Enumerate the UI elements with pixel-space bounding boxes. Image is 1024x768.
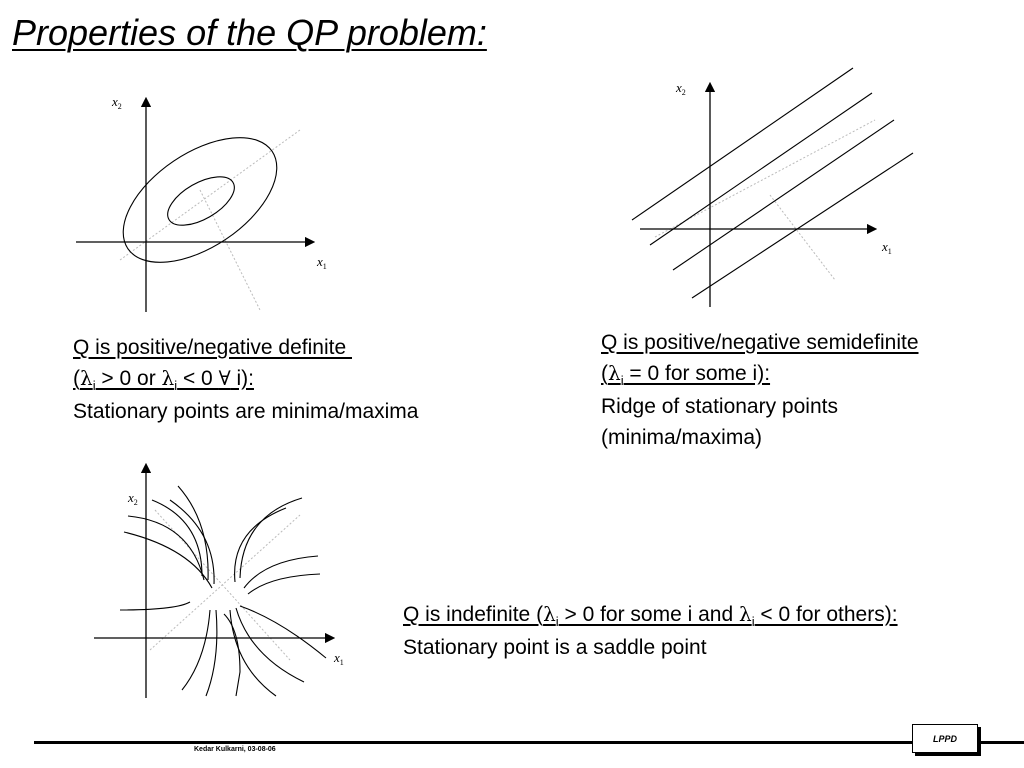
elliptic-contours-icon — [60, 90, 340, 320]
hyperbola-branch — [128, 516, 204, 580]
footer-author-date: Kedar Kulkarni, 03-08-06 — [194, 746, 276, 753]
hyperbola-branch — [240, 606, 326, 658]
hyperbola-branch — [224, 614, 240, 696]
definite-statement: Stationary points are minima/maxima — [73, 400, 419, 423]
hyperbola-branch — [244, 556, 318, 588]
hyperbola-branch — [235, 508, 286, 582]
indefinite-heading: Q is indefinite ($\lambda_i > 0$ for some i and $\lambda_i < 0$ for others): — [403, 602, 898, 629]
contour-line-4 — [692, 153, 913, 298]
parallel-contours-icon — [620, 65, 920, 315]
semidefinite-statement-1: Ridge of stationary points — [601, 395, 838, 418]
contour-line-1 — [632, 68, 853, 220]
hyperbola-branch — [230, 610, 276, 696]
dashed-minor-axis — [200, 190, 260, 310]
contour-line-3 — [673, 120, 894, 270]
definite-heading: Q is positive/negative definite — [73, 336, 352, 359]
hyperbola-branch — [124, 532, 212, 588]
hyperbola-branch — [248, 574, 320, 594]
hyperbola-branch — [120, 602, 190, 610]
dashed-principal-axis — [120, 130, 300, 260]
definite-condition: ($\lambda_i > 0$ or $\lambda_i < 0$ ∀ i): — [73, 366, 254, 393]
definite-contour-diagram — [60, 90, 340, 320]
hyperbola-branch — [182, 610, 210, 690]
outer-ellipse — [102, 112, 299, 287]
indefinite-statement: Stationary point is a saddle point — [403, 636, 707, 659]
dashed-asymptote-2 — [150, 515, 300, 650]
y-axis-label: $x_2$ — [676, 80, 686, 97]
dashed-normal-line — [770, 195, 835, 280]
semidefinite-statement-2: (minima/maxima) — [601, 426, 763, 449]
slide-title: Properties of the QP problem: — [12, 12, 487, 53]
x-axis-label: $x_1$ — [334, 650, 344, 667]
lppd-badge: LPPD — [912, 724, 978, 753]
y-axis-label: $x_2$ — [112, 94, 122, 111]
semidefinite-contour-diagram — [620, 65, 920, 315]
definite-case-text — [73, 332, 418, 427]
hyperbolic-contours-icon — [90, 460, 360, 700]
hyperbola-branch — [240, 498, 302, 578]
hyperbola-branch — [170, 500, 214, 584]
footer-rule — [34, 741, 1024, 744]
indefinite-case-text — [403, 599, 898, 663]
y-axis-label: $x_2$ — [128, 490, 138, 507]
hyperbola-branch — [178, 486, 208, 580]
x-axis-label: $x_1$ — [317, 254, 327, 271]
indefinite-contour-diagram — [90, 460, 360, 700]
semidefinite-case-text — [601, 327, 919, 453]
hyperbola-branch — [206, 610, 217, 696]
x-axis-label: $x_1$ — [882, 239, 892, 256]
semidefinite-condition: ($\lambda_i = 0$ for some i): — [601, 361, 771, 388]
contour-line-2 — [650, 93, 872, 245]
semidefinite-heading: Q is positive/negative semidefinite — [601, 331, 919, 354]
